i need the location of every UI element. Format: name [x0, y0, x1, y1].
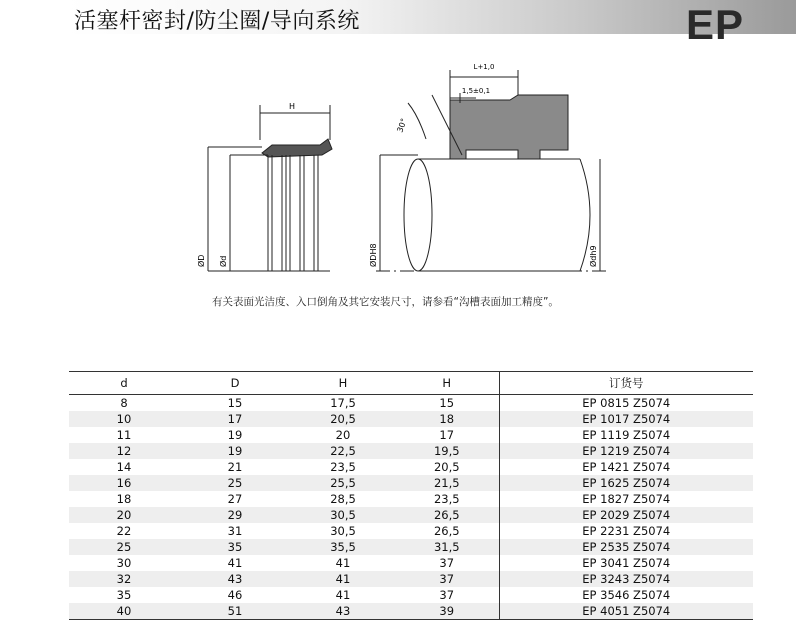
cell-D: 19 — [179, 443, 291, 459]
cell-H2: 26,5 — [395, 523, 499, 539]
cell-D: 31 — [179, 523, 291, 539]
table-row — [69, 475, 753, 491]
cell-d: 18 — [69, 491, 179, 507]
product-code: EP — [686, 1, 745, 48]
cell-order-number: EP 2231 Z5074 — [499, 523, 753, 539]
cell-H2: 17 — [395, 427, 499, 443]
table-row — [69, 507, 753, 523]
cell-order-number: EP 0815 Z5074 — [499, 395, 753, 412]
cell-H1: 43 — [291, 603, 395, 620]
seal-drawing — [180, 55, 620, 285]
table-header-row — [69, 372, 753, 395]
cell-D: 43 — [179, 571, 291, 587]
cell-H1: 22,5 — [291, 443, 395, 459]
table-row — [69, 539, 753, 555]
dim-D: ØD — [197, 254, 206, 267]
dim-angle: 30° — [395, 117, 409, 134]
col-d: d — [69, 372, 179, 395]
cell-D: 46 — [179, 587, 291, 603]
cell-H1: 25,5 — [291, 475, 395, 491]
cell-H2: 23,5 — [395, 491, 499, 507]
dimension-table — [69, 371, 753, 620]
cell-H2: 19,5 — [395, 443, 499, 459]
cell-H1: 35,5 — [291, 539, 395, 555]
cell-H2: 31,5 — [395, 539, 499, 555]
cell-d: 12 — [69, 443, 179, 459]
col-H1: H — [291, 372, 395, 395]
table-row — [69, 411, 753, 427]
cell-d: 35 — [69, 587, 179, 603]
dim-DH8: ØDH8 — [369, 243, 378, 267]
cell-H1: 30,5 — [291, 507, 395, 523]
cell-d: 20 — [69, 507, 179, 523]
col-H2: H — [395, 372, 499, 395]
dim-groove: 1,5±0,1 — [461, 87, 491, 95]
cell-D: 21 — [179, 459, 291, 475]
cell-H1: 41 — [291, 587, 395, 603]
col-order-number: 订货号 — [499, 372, 753, 395]
cell-order-number: EP 1219 Z5074 — [499, 443, 753, 459]
cell-order-number: EP 3243 Z5074 — [499, 571, 753, 587]
table-row — [69, 443, 753, 459]
cell-d: 8 — [69, 395, 179, 412]
cell-D: 25 — [179, 475, 291, 491]
cell-order-number: EP 2029 Z5074 — [499, 507, 753, 523]
cell-H2: 39 — [395, 603, 499, 620]
cell-order-number: EP 3041 Z5074 — [499, 555, 753, 571]
col-D: D — [179, 372, 291, 395]
table-row — [69, 395, 753, 412]
cell-H1: 23,5 — [291, 459, 395, 475]
cell-H2: 15 — [395, 395, 499, 412]
cell-D: 29 — [179, 507, 291, 523]
cell-order-number: EP 1625 Z5074 — [499, 475, 753, 491]
cell-d: 32 — [69, 571, 179, 587]
cell-d: 22 — [69, 523, 179, 539]
dim-H-left: H — [288, 102, 296, 111]
table-row — [69, 603, 753, 620]
cell-d: 11 — [69, 427, 179, 443]
cell-order-number: EP 1119 Z5074 — [499, 427, 753, 443]
table-row — [69, 587, 753, 603]
cell-D: 17 — [179, 411, 291, 427]
cell-order-number: EP 3546 Z5074 — [499, 587, 753, 603]
cell-order-number: EP 1421 Z5074 — [499, 459, 753, 475]
cell-H2: 37 — [395, 587, 499, 603]
cell-d: 25 — [69, 539, 179, 555]
cell-H1: 30,5 — [291, 523, 395, 539]
dim-L: L+1,0 — [473, 63, 495, 71]
cell-d: 16 — [69, 475, 179, 491]
cell-d: 40 — [69, 603, 179, 620]
table-row — [69, 523, 753, 539]
cell-H2: 18 — [395, 411, 499, 427]
cell-H2: 20,5 — [395, 459, 499, 475]
cell-H1: 17,5 — [291, 395, 395, 412]
cell-order-number: EP 1827 Z5074 — [499, 491, 753, 507]
cell-D: 27 — [179, 491, 291, 507]
installation-note: 有关表面光洁度、入口倒角及其它安装尺寸，请参看“沟槽表面加工精度”。 — [212, 296, 559, 308]
table-row — [69, 459, 753, 475]
dim-dh9: Ødh9 — [589, 245, 598, 267]
cell-D: 35 — [179, 539, 291, 555]
cell-H1: 28,5 — [291, 491, 395, 507]
cell-d: 10 — [69, 411, 179, 427]
cell-H1: 41 — [291, 555, 395, 571]
cell-H1: 20 — [291, 427, 395, 443]
cell-D: 15 — [179, 395, 291, 412]
cell-D: 51 — [179, 603, 291, 620]
table-row — [69, 571, 753, 587]
cell-H2: 21,5 — [395, 475, 499, 491]
cell-H2: 37 — [395, 555, 499, 571]
table-row — [69, 491, 753, 507]
cell-d: 30 — [69, 555, 179, 571]
cell-d: 14 — [69, 459, 179, 475]
cell-H2: 26,5 — [395, 507, 499, 523]
cell-D: 19 — [179, 427, 291, 443]
page-title: 活塞杆密封/防尘圈/导向系统 — [74, 9, 360, 34]
dim-d: Ød — [219, 255, 228, 267]
table-row — [69, 427, 753, 443]
table-row — [69, 555, 753, 571]
cell-D: 41 — [179, 555, 291, 571]
cell-H1: 41 — [291, 571, 395, 587]
cell-H2: 37 — [395, 571, 499, 587]
cell-order-number: EP 2535 Z5074 — [499, 539, 753, 555]
cell-order-number: EP 4051 Z5074 — [499, 603, 753, 620]
cell-order-number: EP 1017 Z5074 — [499, 411, 753, 427]
cell-H1: 20,5 — [291, 411, 395, 427]
